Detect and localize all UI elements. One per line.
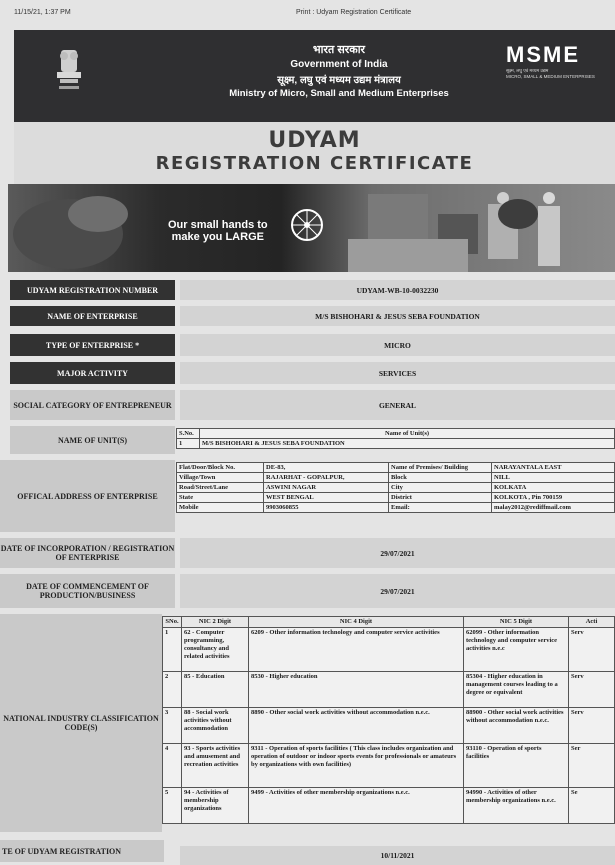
major-activity-label: MAJOR ACTIVITY (10, 362, 175, 384)
social-category-label: SOCIAL CATEGORY OF ENTREPRENEUR (10, 390, 175, 420)
udyam-registration-date-label: TE OF UDYAM REGISTRATION (0, 840, 164, 862)
nic-codes-label: NATIONAL INDUSTRY CLASSIFICATION CODE(S) (0, 614, 162, 832)
nic-header-4digit: NIC 4 Digit (249, 617, 464, 628)
address-key: Village/Town (177, 473, 264, 483)
nic-row (163, 788, 615, 824)
address-key: Mobile (177, 503, 264, 513)
incorporation-date-value: 29/07/2021 (180, 538, 615, 568)
address-value: RAJARHAT - GOPALPUR, (264, 473, 389, 483)
address-key: Email: (389, 503, 492, 513)
government-of-india-text: Government of India (290, 59, 388, 70)
nic-2digit: 85 - Education (182, 672, 249, 708)
address-key: City (389, 483, 492, 493)
msme-subtitle-text: MICRO, SMALL & MEDIUM ENTERPRISES (506, 74, 595, 79)
udyam-registration-date-value: 10/11/2021 (180, 846, 615, 865)
nic-5digit: 88900 - Other social work activities without accommodation n.e.c. (464, 708, 569, 744)
address-row (177, 463, 615, 473)
nic-5digit: 93110 - Operation of sports facilities (464, 744, 569, 788)
msme-hindi-text: सूक्ष्म, लघु एवं मध्यम उद्यम (506, 68, 549, 73)
nic-row (163, 628, 615, 672)
certificate-title (14, 122, 615, 184)
address-label: OFFICAL ADDRESS OF ENTERPRISE (0, 460, 175, 532)
address-row (177, 493, 615, 503)
nic-row (163, 708, 615, 744)
photo-tagline (168, 219, 268, 243)
address-value: malay2012@rediffmail.com (492, 503, 615, 513)
workers-photo-strip (8, 184, 615, 272)
print-header (0, 7, 615, 21)
udyam-number-label: UDYAM REGISTRATION NUMBER (10, 280, 175, 300)
government-banner (14, 30, 615, 122)
address-key: District (389, 493, 492, 503)
address-table (176, 462, 615, 513)
tagline-line2: make you LARGE (171, 231, 264, 243)
units-header-name: Name of Unit(s) (200, 429, 615, 439)
nic-4digit: 9499 - Activities of other membership organizations n.e.c. (249, 788, 464, 824)
nic-table (162, 616, 615, 824)
msme-logo-text: MSME (506, 42, 580, 67)
incorporation-date-label: DATE OF INCORPORATION / REGISTRATION OF ENTERPRISE (0, 538, 175, 568)
nic-activity: Ser (569, 744, 615, 788)
address-value: 9903060855 (264, 503, 389, 513)
units-row-name: M/S BISHOHARI & JESUS SEBA FOUNDATION (200, 439, 615, 449)
commencement-date-value: 29/07/2021 (180, 574, 615, 608)
nic-2digit: 93 - Sports activities and amusement and recreation activities (182, 744, 249, 788)
units-row-sno: 1 (177, 439, 200, 449)
nic-sno: 5 (163, 788, 182, 824)
udyam-number-value: UDYAM-WB-10-0032230 (180, 280, 615, 300)
hindi-government-text: भारत सरकार (312, 44, 366, 56)
address-key: Name of Premises/ Building (389, 463, 492, 473)
nic-sno: 4 (163, 744, 182, 788)
enterprise-type-value: MICRO (180, 334, 615, 356)
enterprise-name-label: NAME OF ENTERPRISE (10, 306, 175, 326)
address-key: State (177, 493, 264, 503)
address-value: KOLKATA (492, 483, 615, 493)
nic-activity: Serv (569, 628, 615, 672)
hindi-ministry-text: सूक्ष्म, लघु एवं मध्यम उद्यम मंत्रालय (277, 75, 401, 86)
address-row (177, 473, 615, 483)
address-key: Road/Street/Lane (177, 483, 264, 493)
nic-4digit: 6209 - Other information technology and computer service activities (249, 628, 464, 672)
nic-sno: 2 (163, 672, 182, 708)
nic-header-activity: Acti (569, 617, 615, 628)
print-datetime: 11/15/21, 1:37 PM (14, 9, 71, 16)
address-value: KOLKOTA , Pin 700159 (492, 493, 615, 503)
nic-row (163, 744, 615, 788)
address-value: ASWINI NAGAR (264, 483, 389, 493)
unit-name-label: NAME OF UNIT(S) (10, 426, 175, 454)
nic-header-row (163, 617, 615, 628)
title-registration-certificate: REGISTRATION CERTIFICATE (155, 153, 474, 174)
address-key: Block (389, 473, 492, 483)
address-value: NILL (492, 473, 615, 483)
nic-activity: Serv (569, 672, 615, 708)
units-header-sno: S.No. (177, 429, 200, 439)
nic-4digit: 8890 - Other social work activities without accommodation n.e.c. (249, 708, 464, 744)
nic-activity: Se (569, 788, 615, 824)
nic-activity: Serv (569, 708, 615, 744)
title-udyam: UDYAM (268, 128, 361, 153)
address-key: Flat/Door/Block No. (177, 463, 264, 473)
nic-2digit: 62 - Computer programming, consultancy and related activities (182, 628, 249, 672)
nic-5digit: 85304 - Higher education in management courses leading to a degree or equivalent (464, 672, 569, 708)
nic-sno: 3 (163, 708, 182, 744)
address-row (177, 483, 615, 493)
ministry-text: Ministry of Micro, Small and Medium Enterprises (229, 88, 449, 99)
nic-header-5digit: NIC 5 Digit (464, 617, 569, 628)
nic-header-2digit: NIC 2 Digit (182, 617, 249, 628)
national-emblem-icon (51, 46, 87, 96)
address-value: WEST BENGAL (264, 493, 389, 503)
chakra-wheel-icon (290, 208, 324, 242)
address-value: DE-83, (264, 463, 389, 473)
nic-5digit: 62099 - Other information technology and computer service activities n.e.c (464, 628, 569, 672)
msme-logo (506, 42, 615, 88)
commencement-date-label: DATE OF COMMENCEMENT OF PRODUCTION/BUSINESS (0, 574, 175, 608)
units-row (177, 439, 615, 449)
nic-2digit: 94 - Activities of membership organizations (182, 788, 249, 824)
nic-2digit: 88 - Social work activities without accommodation (182, 708, 249, 744)
major-activity-value: SERVICES (180, 362, 615, 384)
nic-row (163, 672, 615, 708)
tagline-line1: Our small hands to (168, 219, 268, 231)
units-header-row (177, 429, 615, 439)
address-value: NARAYANTALA EAST (492, 463, 615, 473)
nic-sno: 1 (163, 628, 182, 672)
enterprise-name-value: M/S BISHOHARI & JESUS SEBA FOUNDATION (180, 306, 615, 326)
nic-header-sno: SNo. (163, 617, 182, 628)
units-table (176, 428, 615, 449)
address-row (177, 503, 615, 513)
nic-5digit: 94990 - Activities of other membership organizations n.e.c. (464, 788, 569, 824)
nic-4digit: 8530 - Higher education (249, 672, 464, 708)
nic-4digit: 9311 - Operation of sports facilities ( This class includes organization and operation of outdoor or indoor sports events for professionals or amateurs by organizations with own facilities) (249, 744, 464, 788)
social-category-value: GENERAL (180, 390, 615, 420)
print-title: Print : Udyam Registration Certificate (296, 9, 412, 16)
enterprise-type-label: TYPE OF ENTERPRISE * (10, 334, 175, 356)
